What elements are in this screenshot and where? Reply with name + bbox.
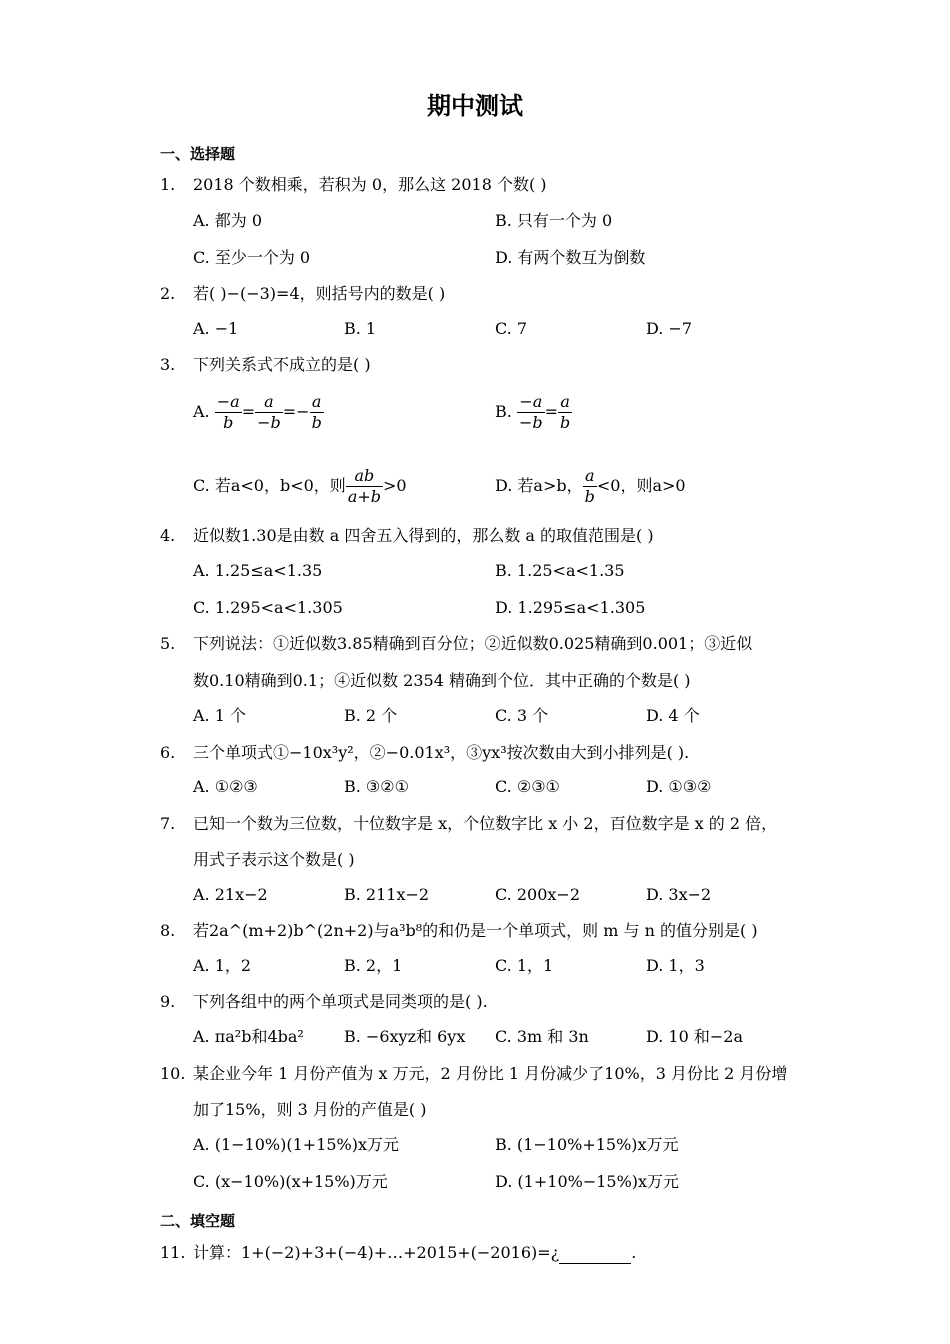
question-1: 1. 2018 个数相乘，若积为 0，那么这 2018 个数( ): [160, 175, 547, 194]
fraction: $\frac{a}{b}$: [560, 392, 571, 432]
q4-option-d: D. 1.295≤a<1.305: [495, 598, 646, 617]
q10-option-b: B. (1−10%+15%)x万元: [495, 1135, 679, 1154]
answer-blank: [559, 1247, 631, 1264]
fraction: $\frac{a}{b}$: [584, 466, 595, 506]
fraction: $\frac{a}{b}$: [311, 392, 322, 432]
question-7: 7. 已知一个数为三位数，十位数字是 x，个位数字比 x 小 2，百位数字是 x 的 2 倍，: [160, 814, 778, 833]
fraction: $\frac{-a}{b}$: [216, 392, 240, 432]
q10-option-a: A. (1−10%)(1+15%)x万元: [193, 1135, 400, 1154]
q2-option-b: B. 1: [344, 319, 377, 338]
question-7-line-2: 用式子表示这个数是( ): [193, 850, 355, 869]
page-title: 期中测试: [427, 92, 523, 120]
q6-option-c: C. ②③①: [495, 777, 560, 796]
section-heading-choice: 一、选择题: [160, 145, 236, 163]
q8-option-d: D. 1，3: [646, 956, 705, 975]
q5-option-b: B. 2 个: [344, 706, 398, 725]
q10-option-d: D. (1+10%−15%)x万元: [495, 1172, 680, 1191]
q7-option-a: A. 21x−2: [193, 885, 268, 904]
q7-option-d: D. 3x−2: [646, 885, 712, 904]
question-11: 11. 计算：1+(−2)+3+(−4)+…+2015+(−2016)=¿ .: [160, 1243, 637, 1262]
q10-option-c: C. (x−10%)(x+15%)万元: [193, 1172, 388, 1191]
q1-option-c: C. 至少一个为 0: [193, 248, 311, 267]
q9-option-d: D. 10 和−2a: [646, 1027, 744, 1046]
q2-option-d: D. −7: [646, 319, 693, 338]
q1-option-b: B. 只有一个为 0: [495, 211, 613, 230]
q1-option-d: D. 有两个数互为倒数: [495, 248, 646, 267]
q5-option-a: A. 1 个: [193, 706, 246, 725]
question-10: 10. 某企业今年 1 月份产值为 x 万元，2 月份比 1 月份减少了10%，3 月份比 2 月份增: [160, 1064, 788, 1083]
q9-option-b: B. −6xyz和 6yx: [344, 1027, 466, 1046]
q1-option-a: A. 都为 0: [193, 211, 262, 230]
q8-option-c: C. 1，1: [495, 956, 554, 975]
q9-option-a: A. πa²b和4ba²: [193, 1027, 304, 1046]
question-10-line-2: 加了15%，则 3 月份的产值是( ): [193, 1100, 427, 1119]
q3-option-d: D. 若a>b， $\frac{a}{b}$ <0，则a>0: [495, 466, 686, 506]
q9-option-c: C. 3m 和 3n: [495, 1027, 589, 1046]
question-2: 2. 若( )−(−3)=4，则括号内的数是( ): [160, 284, 446, 303]
q3-option-b: B. $\frac{-a}{-b}$ = $\frac{a}{b}$: [495, 392, 571, 432]
question-5: 5. 下列说法：①近似数3.85精确到百分位；②近似数0.025精确到0.001；③近似: [160, 634, 753, 653]
question-8: 8. 若2a^(m+2)b^(2n+2)与a³b⁸的和仍是一个单项式，则 m 与 n 的值分别是( ): [160, 921, 758, 940]
q2-option-a: A. −1: [193, 319, 239, 338]
question-4: 4. 近似数1.30是由数 a 四舍五入得到的，那么数 a 的取值范围是( ): [160, 526, 654, 545]
q7-option-c: C. 200x−2: [495, 885, 580, 904]
q4-option-b: B. 1.25<a<1.35: [495, 561, 625, 580]
q6-option-a: A. ①②③: [193, 777, 258, 796]
q3-option-c: C. 若a<0，b<0，则 $\frac{ab}{a+b}$ >0: [193, 466, 407, 506]
q4-option-c: C. 1.295<a<1.305: [193, 598, 343, 617]
q8-option-b: B. 2，1: [344, 956, 403, 975]
q5-option-c: C. 3 个: [495, 706, 549, 725]
section-heading-fill: 二、填空题: [160, 1212, 236, 1230]
fraction: $\frac{ab}{a+b}$: [347, 466, 381, 506]
q4-option-a: A. 1.25≤a<1.35: [193, 561, 323, 580]
q6-option-b: B. ③②①: [344, 777, 409, 796]
q3-option-a: A. $\frac{-a}{b}$ = $\frac{a}{-b}$ =− $\frac{a}{b}$: [193, 392, 322, 432]
q5-option-d: D. 4 个: [646, 706, 700, 725]
question-6: 6. 三个单项式①−10x³y²，②−0.01x³，③yx³按次数由大到小排列是( ).: [160, 743, 690, 762]
q2-option-c: C. 7: [495, 319, 528, 338]
q7-option-b: B. 211x−2: [344, 885, 430, 904]
question-9: 9. 下列各组中的两个单项式是同类项的是( ).: [160, 992, 488, 1011]
question-5-line-2: 数0.10精确到0.1；④近似数 2354 精确到个位．其中正确的个数是( ): [193, 671, 691, 690]
q8-option-a: A. 1，2: [193, 956, 252, 975]
fraction: $\frac{a}{-b}$: [257, 392, 281, 432]
q6-option-d: D. ①③②: [646, 777, 712, 796]
fraction: $\frac{-a}{-b}$: [518, 392, 543, 432]
question-3: 3. 下列关系式不成立的是( ): [160, 355, 371, 374]
